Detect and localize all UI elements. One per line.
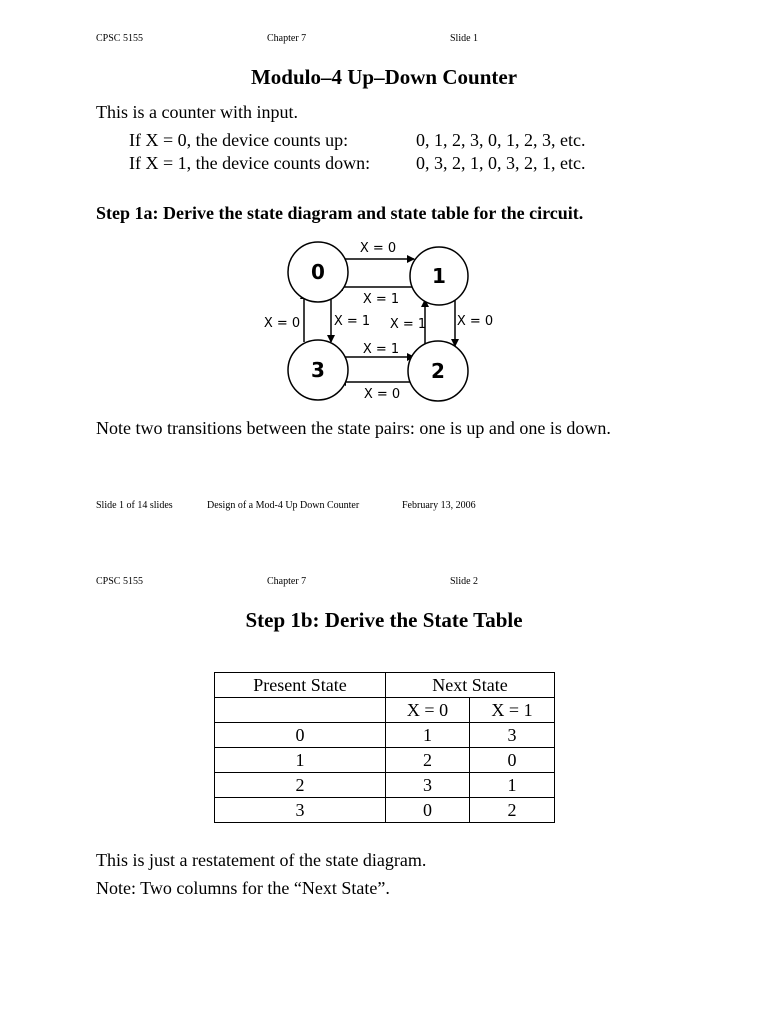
footer-slide-count: Slide 1 of 14 slides — [96, 500, 173, 511]
present-state-cell: 2 — [215, 773, 386, 798]
present-state-cell: 3 — [215, 798, 386, 823]
slide-title: Step 1b: Derive the State Table — [245, 608, 523, 632]
header-course: CPSC 5155 — [96, 33, 143, 44]
footer-topic: Design of a Mod-4 Up Down Counter — [207, 500, 360, 511]
header-slide: Slide 1 — [450, 33, 479, 44]
present-state-header: Present State — [215, 673, 386, 698]
transition-label: X = 0 — [263, 316, 301, 331]
restatement-text: This is just a restatement of the state diagram. — [96, 850, 427, 870]
present-state-cell: 1 — [215, 748, 386, 773]
condition-down: If X = 1, the device counts down: — [129, 153, 371, 173]
header-slide: Slide 2 — [450, 576, 479, 587]
state-label-2: 2 — [431, 359, 445, 383]
state-table — [214, 672, 555, 823]
intro-text: This is a counter with input. — [96, 102, 298, 122]
condition-up: If X = 0, the device counts up: — [129, 130, 349, 150]
transition-label: X = 0 — [456, 314, 494, 329]
x1-header: X = 1 — [470, 698, 555, 723]
state-label-3: 3 — [311, 358, 325, 382]
step-heading: Step 1a: Derive the state diagram and state table for the circuit. — [96, 203, 584, 223]
sequence-down: 0, 3, 2, 1, 0, 3, 2, 1, etc. — [416, 153, 586, 173]
transition-label: X = 0 — [363, 387, 401, 402]
next-state-x1-cell: 3 — [470, 723, 555, 748]
empty-cell — [215, 698, 386, 723]
state-label-0: 0 — [311, 260, 325, 284]
table-row — [215, 773, 555, 798]
state-diagram — [240, 230, 530, 410]
table-row — [215, 798, 555, 823]
next-state-x0-cell: 3 — [386, 773, 470, 798]
transition-label: X = 1 — [362, 342, 400, 357]
transition-label: X = 1 — [389, 317, 427, 332]
next-state-x1-cell: 1 — [470, 773, 555, 798]
table-row — [215, 723, 555, 748]
next-state-x0-cell: 0 — [386, 798, 470, 823]
next-state-header: Next State — [386, 673, 555, 698]
table-header-row — [215, 673, 555, 698]
next-state-x1-cell: 0 — [470, 748, 555, 773]
slide-title: Modulo–4 Up–Down Counter — [250, 65, 518, 89]
next-state-x0-cell: 2 — [386, 748, 470, 773]
sequence-up: 0, 1, 2, 3, 0, 1, 2, 3, etc. — [416, 130, 586, 150]
transition-label: X = 1 — [333, 314, 371, 329]
next-state-x1-cell: 2 — [470, 798, 555, 823]
header-course: CPSC 5155 — [96, 576, 143, 587]
table-subheader-row — [215, 698, 555, 723]
x0-header: X = 0 — [386, 698, 470, 723]
present-state-cell: 0 — [215, 723, 386, 748]
footer-date: February 13, 2006 — [402, 500, 476, 511]
next-state-x0-cell: 1 — [386, 723, 470, 748]
header-chapter: Chapter 7 — [267, 33, 307, 44]
header-chapter: Chapter 7 — [267, 576, 307, 587]
transition-label: X = 1 — [362, 292, 400, 307]
columns-note-text: Note: Two columns for the “Next State”. — [96, 878, 390, 898]
transition-label: X = 0 — [359, 241, 397, 256]
note-text: Note two transitions between the state pairs: one is up and one is down. — [96, 418, 611, 438]
table-row — [215, 748, 555, 773]
state-label-1: 1 — [432, 264, 446, 288]
